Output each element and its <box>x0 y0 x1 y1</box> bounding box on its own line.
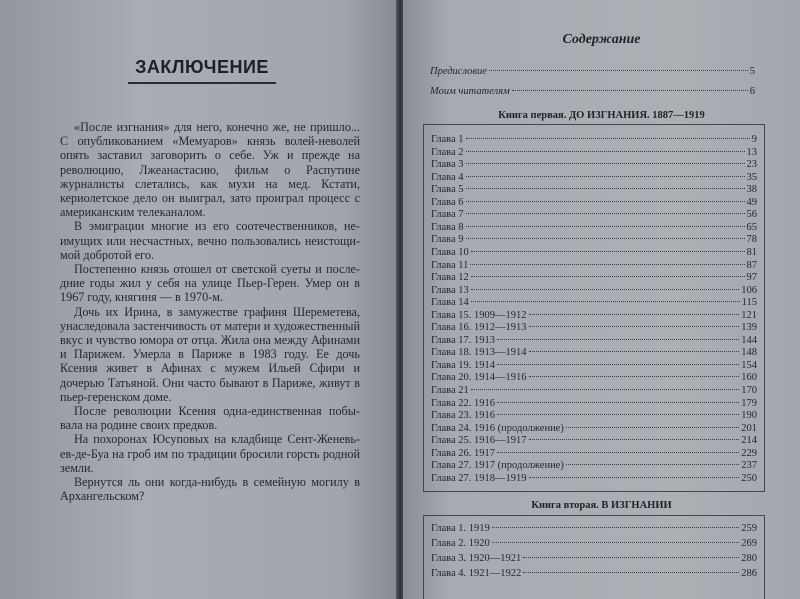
toc-leader <box>492 527 739 528</box>
toc-entry-page: 115 <box>741 297 757 309</box>
toc-entry[interactable] <box>431 423 757 435</box>
chapter-title: ЗАКЛЮЧЕНИЕ <box>135 57 269 77</box>
toc-entry[interactable] <box>431 172 757 184</box>
toc-entry[interactable] <box>431 234 757 246</box>
toc-entry[interactable] <box>431 310 757 322</box>
toc-entry-label: Глава 3. 1920—1921 <box>431 553 522 564</box>
paragraph: «После изгнания» для него, конечно же, не пришло... С опубликованием «Мемуаров» князь волей-неволей опять заставил заговорить о себе. Уж и прежде на революцию, Лжеанастасию, фильм о Распутине журналисты слетались, как мухи на мед. Кстати, кериолетское дело он выиграл, зато проиграл процесс с американским телеканалом. <box>60 120 360 220</box>
toc-leader <box>566 427 739 428</box>
toc-leader <box>512 90 748 91</box>
toc-entry[interactable] <box>431 209 757 221</box>
toc-entry-page: 87 <box>746 259 757 271</box>
toc-entry-label: Глава 23. 1916 <box>431 410 496 422</box>
toc-leader <box>497 364 739 365</box>
toc-entry-label: Глава 14 <box>431 297 469 309</box>
toc-entry-label: Глава 26. 1917 <box>431 447 496 459</box>
toc-entry-page: 170 <box>741 385 757 396</box>
toc-entry-label: Глава 3 <box>431 159 464 171</box>
toc-leader <box>566 464 739 465</box>
toc-entry[interactable] <box>431 272 757 284</box>
toc-leader <box>466 151 745 152</box>
toc-entry[interactable] <box>431 448 757 460</box>
book-two-toc <box>423 515 765 599</box>
toc-entry-preface[interactable] <box>430 66 755 78</box>
toc-entry[interactable] <box>431 435 757 447</box>
toc-entry[interactable] <box>431 538 757 550</box>
toc-leader <box>466 163 745 164</box>
toc-entry-page: 160 <box>741 372 757 384</box>
toc-entry-page: 121 <box>741 309 757 321</box>
toc-entry-page: 154 <box>741 359 757 371</box>
book-two-heading: Книга вторая. В ИЗГНАНИИ <box>531 500 672 511</box>
toc-entry-page: 259 <box>741 523 757 534</box>
toc-entry[interactable] <box>431 184 757 196</box>
toc-entry-page: 269 <box>741 538 757 549</box>
toc-leader <box>471 289 739 290</box>
paragraph: После революции Ксения одна-единственная побывала на родине своих предков. <box>60 404 360 433</box>
toc-leader <box>471 389 739 390</box>
toc-entry[interactable] <box>431 134 757 146</box>
toc-leader <box>466 201 745 202</box>
toc-entry-page: 179 <box>741 397 757 409</box>
toc-entry-to-readers[interactable] <box>430 86 755 98</box>
toc-entry-page: 229 <box>741 447 757 459</box>
toc-entry-label: Глава 20. 1914—1916 <box>431 372 527 384</box>
toc-entry-page: 49 <box>746 196 757 208</box>
toc-entry-label: Глава 7 <box>431 209 464 221</box>
toc-entry-page: 237 <box>741 460 757 472</box>
toc-leader <box>529 376 740 377</box>
toc-leader <box>523 572 739 573</box>
toc-entry[interactable] <box>431 360 757 372</box>
toc-leader <box>497 414 739 415</box>
toc-entry[interactable] <box>431 385 757 397</box>
paragraph: Постепенно князь отошел от светской суеты и последние годы жил у себя на улице Пьер-Герен. Умер он в 1967 году, княгиня — в 1970-м. <box>60 262 360 305</box>
toc-leader <box>523 557 739 558</box>
toc-entry[interactable] <box>431 159 757 171</box>
toc-entry-label: Глава 15. 1909—1912 <box>431 309 527 321</box>
toc-entry[interactable] <box>431 473 757 485</box>
toc-entry-label: Глава 4. 1921—1922 <box>431 568 522 579</box>
toc-title: Содержание <box>562 32 641 47</box>
paragraph: Дочь их Ирина, в замужестве графиня Шереметева, унаследовала застенчивость от матери и художественный вкус и чувство юмора от отца. Жила она между Афинами и Парижем. Умерла в Париже в 1983 году. Ее дочь Ксения живет в Афинах с мужем Ильей Сфири и дочерью Татьяной. Они часто бывают в Париже, живут в пьер-геренском доме. <box>60 304 360 404</box>
toc-leader <box>471 301 740 302</box>
toc-leader <box>529 351 740 352</box>
toc-leader <box>466 188 745 189</box>
title-underline <box>128 82 276 84</box>
toc-entry[interactable] <box>431 372 757 384</box>
toc-entry[interactable] <box>431 335 757 347</box>
toc-entry[interactable] <box>431 222 757 234</box>
toc-leader <box>466 138 750 139</box>
toc-entry-label: Глава 22. 1916 <box>431 397 496 409</box>
toc-entry-label: Глава 6 <box>431 196 464 208</box>
toc-entry-label: Глава 16. 1912—1913 <box>431 322 527 334</box>
toc-entry-page: 250 <box>741 472 757 484</box>
toc-entry-label: Глава 18. 1913—1914 <box>431 347 527 359</box>
toc-entry-label: Предисловие <box>430 66 487 77</box>
toc-leader <box>497 452 739 453</box>
toc-entry-page: 201 <box>741 422 757 434</box>
toc-leader <box>466 176 745 177</box>
toc-leader <box>470 264 744 265</box>
toc-entry-page: 286 <box>741 568 757 579</box>
chapter-body <box>60 120 360 503</box>
toc-leader <box>466 226 745 227</box>
toc-entry[interactable] <box>431 398 757 410</box>
toc-leader <box>492 542 739 543</box>
toc-entry[interactable] <box>431 297 757 309</box>
toc-entry-page: 78 <box>746 234 757 246</box>
toc-leader <box>529 477 740 478</box>
toc-entry[interactable] <box>431 347 757 359</box>
toc-entry-page: 6 <box>749 86 755 97</box>
paragraph: Вернутся ль они когда-нибудь в семейную могилу в Архангельском? <box>60 475 360 504</box>
toc-leader <box>489 70 748 71</box>
toc-leader <box>529 326 740 327</box>
toc-leader <box>497 402 739 403</box>
toc-entry-label: Глава 1. 1919 <box>431 523 490 534</box>
toc-entry-label: Глава 27. 1918—1919 <box>431 472 527 484</box>
toc-entry-page: 81 <box>746 246 757 258</box>
toc-entry-label: Глава 13 <box>431 284 469 296</box>
toc-entry[interactable] <box>431 147 757 159</box>
toc-entry-label: Глава 2. 1920 <box>431 538 490 549</box>
toc-entry-page: 65 <box>746 221 757 233</box>
toc-entry-page: 97 <box>746 272 757 284</box>
toc-leader <box>497 339 739 340</box>
toc-entry-page: 280 <box>741 553 757 564</box>
toc-entry-label: Моим читателям <box>430 86 510 97</box>
toc-leader <box>466 238 745 239</box>
toc-entry-label: Глава 10 <box>431 246 469 258</box>
toc-leader <box>471 276 745 277</box>
toc-entry-label: Глава 17. 1913 <box>431 334 496 346</box>
toc-entry-label: Глава 8 <box>431 221 464 233</box>
toc-entry-label: Глава 4 <box>431 171 464 183</box>
toc-entry-label: Глава 12 <box>431 272 469 284</box>
toc-entry[interactable] <box>431 523 757 535</box>
toc-entry[interactable] <box>431 568 757 580</box>
toc-entry-page: 139 <box>741 322 757 334</box>
book-one-heading: Книга первая. ДО ИЗГНАНИЯ. 1887—1919 <box>498 110 705 121</box>
toc-entry[interactable] <box>431 260 757 272</box>
toc-entry-page: 144 <box>741 334 757 346</box>
toc-entry[interactable] <box>431 247 757 259</box>
toc-entry[interactable] <box>431 410 757 422</box>
paragraph: На похоронах Юсуповых на кладбище Сент-Женевьев-де-Буа на гроб им по традиции бросили горсть родной земли. <box>60 432 360 475</box>
toc-entry[interactable] <box>431 553 757 565</box>
toc-entry-label: Глава 5 <box>431 184 464 196</box>
toc-entry-page: 214 <box>741 435 757 447</box>
toc-entry-page: 23 <box>746 159 757 171</box>
toc-entry-page: 106 <box>741 284 757 296</box>
toc-entry[interactable] <box>431 197 757 209</box>
toc-entry-label: Глава 19. 1914 <box>431 359 496 371</box>
book-one-toc <box>423 124 765 492</box>
toc-entry-page: 9 <box>751 134 757 145</box>
toc-entry-label: Глава 21 <box>431 385 469 396</box>
paragraph: В эмиграции многие из его соотечественников, неимущих или несчастных, вечно пользовались неистощимой добротой его. <box>60 219 360 262</box>
toc-entry[interactable] <box>431 460 757 472</box>
toc-leader <box>466 213 745 214</box>
toc-leader <box>529 314 740 315</box>
toc-entry-page: 38 <box>746 184 757 196</box>
toc-entry[interactable] <box>431 285 757 297</box>
toc-entry-label: Глава 11 <box>431 259 469 271</box>
toc-entry-label: Глава 25. 1916—1917 <box>431 435 527 447</box>
toc-entry[interactable] <box>431 322 757 334</box>
toc-entry-label: Глава 1 <box>431 134 464 145</box>
right-page <box>403 0 800 599</box>
toc-entry-page: 190 <box>741 410 757 422</box>
toc-entry-label: Глава 9 <box>431 234 464 246</box>
toc-entry-label: Глава 24. 1916 (продолжение) <box>431 422 564 434</box>
toc-entry-page: 56 <box>746 209 757 221</box>
toc-entry-label: Глава 27. 1917 (продолжение) <box>431 460 564 472</box>
toc-entry-page: 148 <box>741 347 757 359</box>
toc-entry-page: 5 <box>749 66 755 77</box>
toc-entry-label: Глава 2 <box>431 146 464 158</box>
toc-leader <box>471 251 745 252</box>
toc-leader <box>529 439 740 440</box>
toc-entry-page: 35 <box>746 171 757 183</box>
toc-entry-page: 13 <box>746 146 757 158</box>
